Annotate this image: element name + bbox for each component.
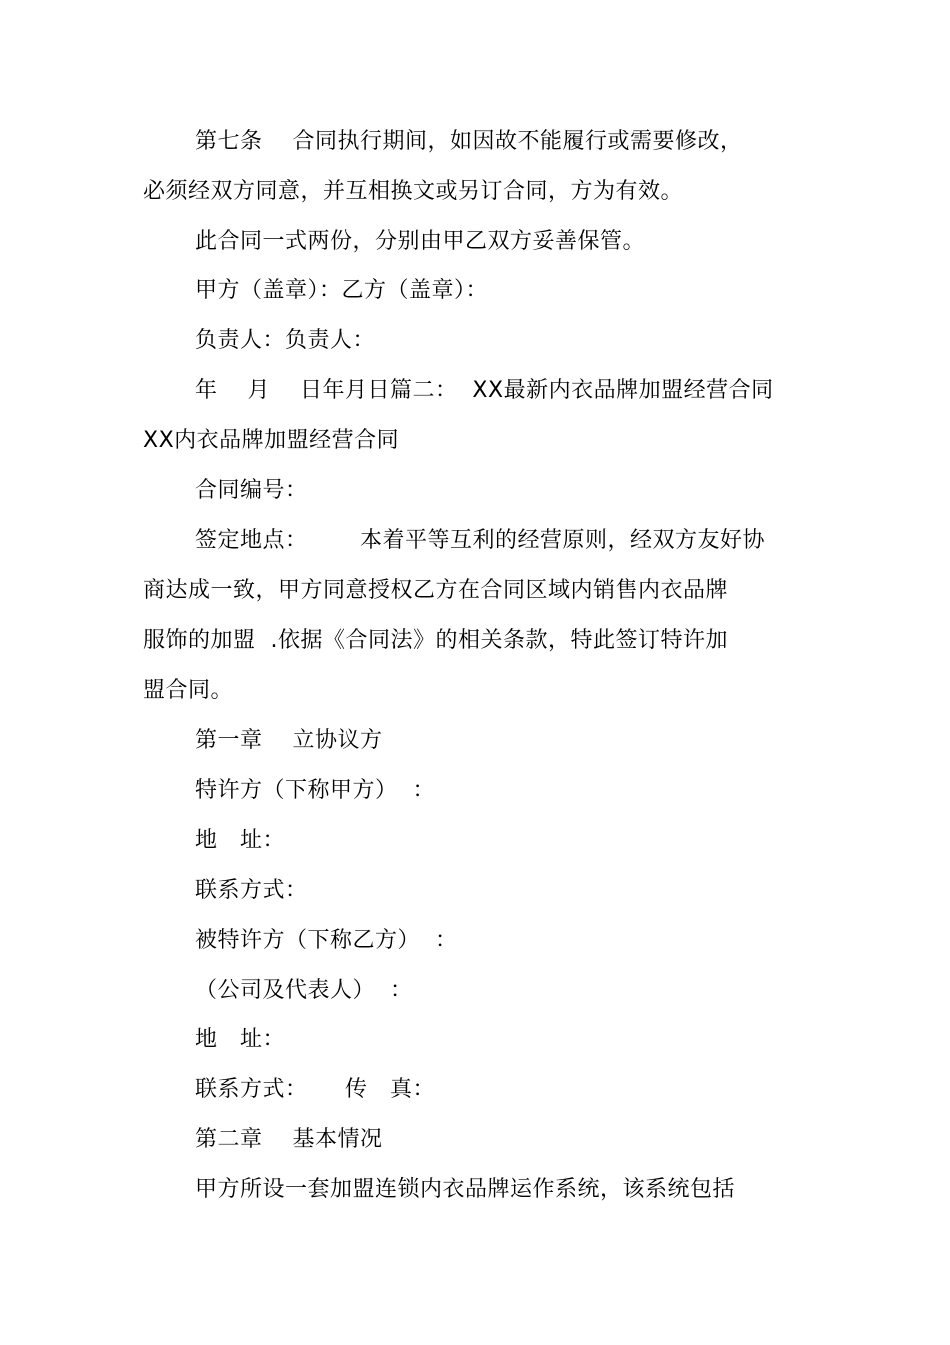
preamble-line-4: 盟合同。 — [143, 678, 234, 703]
franchisor-contact-line: 联系方式： — [195, 878, 308, 903]
franchisor-address-line: 地 址： — [195, 828, 285, 853]
date-and-section-two-line: 年 月 日年月日篇二： XX最新内衣品牌加盟经营合同 — [195, 378, 774, 403]
franchisor-line: 特许方（下称甲方） ： — [195, 778, 435, 803]
franchisee-line: 被特许方（下称乙方） ： — [195, 928, 458, 953]
chapter-2-heading: 第二章 基本情况 — [195, 1127, 383, 1152]
chapter-1-heading: 第一章 立协议方 — [195, 728, 383, 753]
chapter-2-body-line-1: 甲方所设一套加盟连锁内衣品牌运作系统，该系统包括 — [195, 1177, 736, 1202]
company-representative-line: （公司及代表人） ： — [195, 978, 413, 1003]
signing-place-line: 签定地点： 本着平等互利的经营原则，经双方友好协 — [195, 528, 765, 553]
preamble-line-3: 服饰的加盟 .依据《合同法》的相关条款，特此签订特许加 — [143, 628, 728, 653]
copies-statement: 此合同一式两份，分别由甲乙双方妥善保管。 — [195, 229, 646, 254]
seal-line: 甲方（盖章）：乙方（盖章）： — [195, 278, 489, 303]
preamble-line-2: 商达成一致，甲方同意授权乙方在合同区域内销售内衣品牌 — [143, 578, 729, 603]
contract-number-line: 合同编号： — [195, 478, 308, 503]
responsible-person-line: 负责人：负责人： — [195, 328, 376, 353]
franchisee-contact-fax-line: 联系方式： 传 真： — [195, 1077, 435, 1102]
article-7-line-1: 第七条 合同执行期间，如因故不能履行或需要修改， — [195, 129, 743, 154]
franchisee-address-line: 地 址： — [195, 1027, 285, 1052]
contract-title: XX内衣品牌加盟经营合同 — [143, 428, 400, 453]
article-7-line-2: 必须经双方同意，并互相换文或另订合同，方为有效。 — [143, 179, 684, 204]
